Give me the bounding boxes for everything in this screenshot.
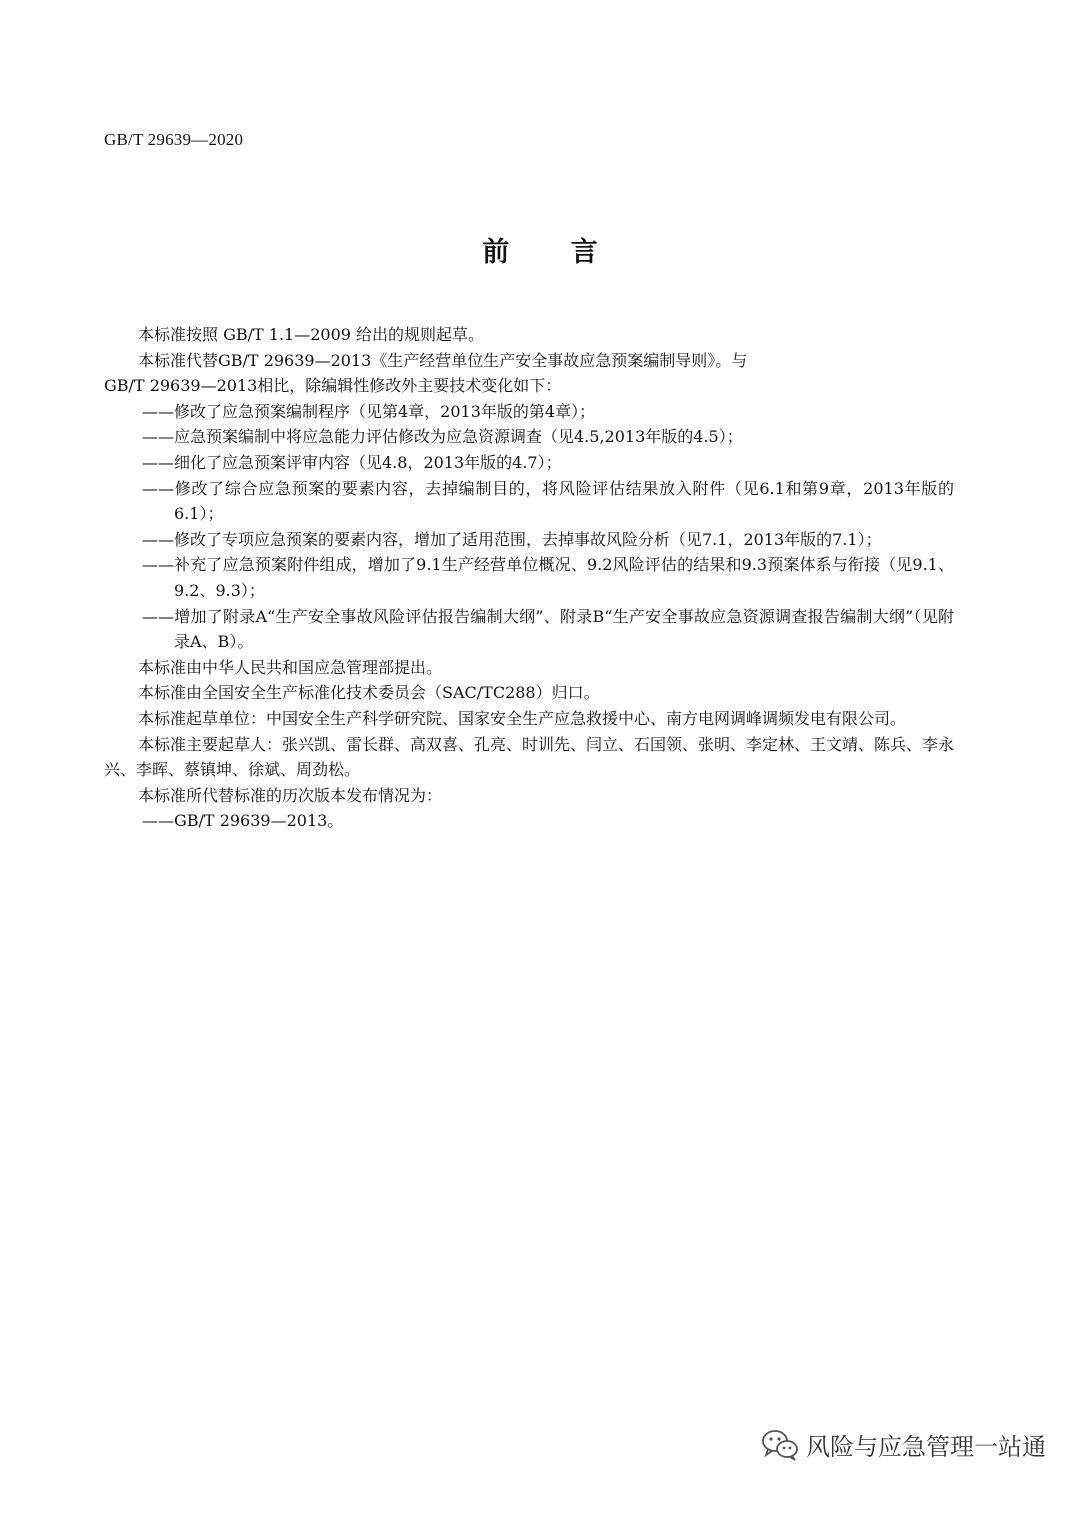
foreword-body xyxy=(104,322,954,834)
dash-marker: —— xyxy=(142,478,174,498)
list-item-text: 增加了附录A“生产安全事故风险评估报告编制大纲”、附录B“生产安全事故应急资源调查报告编制大纲”（见附录A、B）。 xyxy=(174,606,954,652)
list-item-text: 修改了综合应急预案的要素内容，去掉编制目的，将风险评估结果放入附件（见6.1和第9章，2013年版的6.1）； xyxy=(174,478,954,524)
list-item-text: 细化了应急预案评审内容（见4.8，2013年版的4.7）； xyxy=(174,452,562,472)
dash-marker: —— xyxy=(142,606,174,626)
list-item xyxy=(104,552,954,603)
list-item xyxy=(104,476,954,527)
paragraph-drafting-rules: 本标准按照 GB/T 1.1—2009 给出的规则起草。 xyxy=(138,325,485,344)
dash-marker: —— xyxy=(142,452,174,472)
dash-marker: —— xyxy=(142,555,174,575)
list-item xyxy=(104,604,954,655)
list-item-text: 修改了应急预案编制程序（见第4章，2013年版的第4章）； xyxy=(174,401,596,421)
paragraph-proposed-by: 本标准由中华人民共和国应急管理部提出。 xyxy=(138,657,443,677)
list-item-text: 补充了应急预案附件组成，增加了9.1生产经营单位概况、9.2风险评估的结果和9.3预案体系与衔接（见9.1、9.2、9.3）； xyxy=(174,555,954,600)
list-item xyxy=(104,527,954,553)
dash-marker: —— xyxy=(142,401,174,421)
list-item xyxy=(104,450,954,476)
watermark-text: 风险与应急管理一站通 xyxy=(806,1433,1046,1461)
list-item-text: 修改了专项应急预案的要素内容，增加了适用范围，去掉事故风险分析（见7.1，2013年版的7.1）； xyxy=(174,529,882,549)
list-item-history xyxy=(104,808,954,834)
watermark xyxy=(760,1427,1046,1462)
paragraph-drafting-units: 本标准起草单位：中国安全生产科学研究院、国家安全生产应急救援中心、南方电网调峰调频发电有限公司。 xyxy=(138,708,907,728)
paragraph-centralized-by: 本标准由全国安全生产标准化技术委员会（SAC/TC288）归口。 xyxy=(138,683,600,703)
list-item-text: GB/T 29639—2013。 xyxy=(174,811,344,831)
list-item-text: 应急预案编制中将应急能力评估修改为应急资源调查（见4.5,2013年版的4.5）； xyxy=(174,427,743,447)
page-title: 前 言 xyxy=(482,237,598,268)
paragraph-history-intro: 本标准所代替标准的历次版本发布情况为： xyxy=(138,785,443,805)
dash-marker: —— xyxy=(142,427,174,447)
standard-code: GB/T 29639—2020 xyxy=(104,130,244,149)
dash-marker: —— xyxy=(142,529,174,549)
dash-marker: —— xyxy=(142,811,174,831)
list-item xyxy=(104,399,954,425)
paragraph-drafters: 本标准主要起草人：张兴凯、雷长群、高双喜、孔亮、时训先、闫立、石国领、张明、李定林、王文靖、陈兵、李永兴、李晖、蔡镇坤、徐斌、周劲松。 xyxy=(104,734,955,780)
paragraph-replaces: 本标准代替GB/T 29639—2013《生产经营单位生产安全事故应急预案编制导则》。与 xyxy=(138,350,748,370)
paragraph-replaces-cont: GB/T 29639—2013相比，除编辑性修改外主要技术变化如下： xyxy=(104,376,562,396)
list-item xyxy=(104,424,954,450)
wechat-icon xyxy=(760,1428,800,1462)
